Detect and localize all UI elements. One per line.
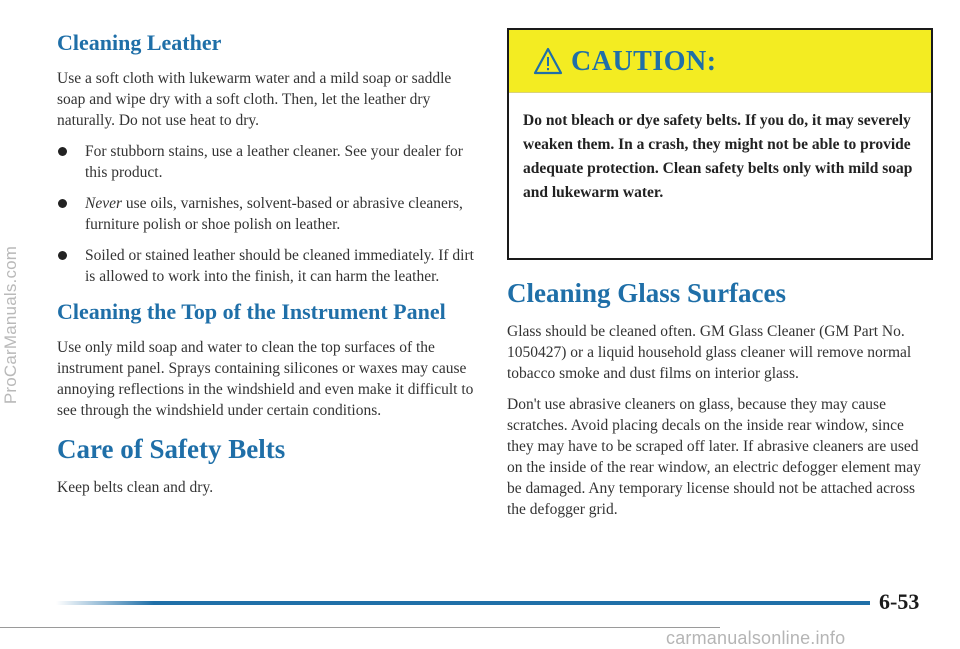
heading-cleaning-glass-surfaces: Cleaning Glass Surfaces [507, 278, 787, 308]
bullet-icon [58, 147, 67, 156]
bullet-icon [58, 251, 67, 260]
footer-rule [56, 601, 870, 605]
heading-care-of-safety-belts: Care of Safety Belts [57, 434, 286, 464]
caution-text: Do not bleach or dye safety belts. If you do, it may severely weaken them. In a crash, they might not be able to provide adequate protection. Clean safety belts only with mild soap and lukewarm water. [523, 112, 913, 201]
footer-thin-rule [0, 627, 720, 628]
bullet-text: For stubborn stains, use a leather cleaner. See your dealer for this product. [85, 143, 463, 181]
right-column [507, 28, 931, 530]
bullet-text: use oils, varnishes, solvent-based or abrasive cleaners, furniture polish or shoe polish on leather. [85, 195, 463, 233]
bullet-icon [58, 199, 67, 208]
page-number: 6-53 [879, 589, 920, 614]
caution-header [509, 30, 931, 93]
heading-cleaning-leather: Cleaning Leather [57, 30, 222, 55]
list-item [57, 245, 477, 287]
instrument-panel-paragraph: Use only mild soap and water to clean the top surfaces of the instrument panel. Sprays containing silicones or waxes may cause annoying reflections in the windshield and even make it difficult to see through the windshield under certain conditions. [57, 339, 474, 419]
heading-instrument-panel: Cleaning the Top of the Instrument Panel [57, 299, 446, 324]
list-item [57, 193, 477, 235]
glass-paragraph-1: Glass should be cleaned often. GM Glass Cleaner (GM Part No. 1050427) or a liquid household glass cleaner will remove normal tobacco smoke and dust films on interior glass. [507, 323, 912, 382]
leather-paragraph: Use a soft cloth with lukewarm water and a mild soap or saddle soap and wipe dry with a soft cloth. Then, let the leather dry naturally. Do not use heat to dry. [57, 70, 452, 129]
caution-box [507, 28, 933, 260]
list-item [57, 141, 477, 183]
side-watermark-text: ProCarManuals.com [1, 245, 20, 404]
bullet-lead: Never [85, 195, 123, 212]
bullet-text: Soiled or stained leather should be cleaned immediately. If dirt is allowed to work into the finish, it can harm the leather. [85, 247, 474, 285]
caution-label: CAUTION: [571, 46, 717, 77]
glass-paragraph-2: Don't use abrasive cleaners on glass, because they may cause scratches. Avoid placing decals on the inside rear window, since they may have to be scraped off later. If abrasive cleaners are used on the inside of the rear window, an electric defogger element may be damaged. Any temporary license should not be attached across the defogger grid. [507, 396, 921, 518]
side-watermark [0, 0, 24, 649]
safety-belts-paragraph: Keep belts clean and dry. [57, 479, 214, 496]
bottom-watermark: carmanualsonline.info [666, 628, 846, 648]
leather-bullets [57, 141, 477, 287]
warning-triangle-icon [533, 47, 563, 75]
left-column [57, 28, 477, 508]
